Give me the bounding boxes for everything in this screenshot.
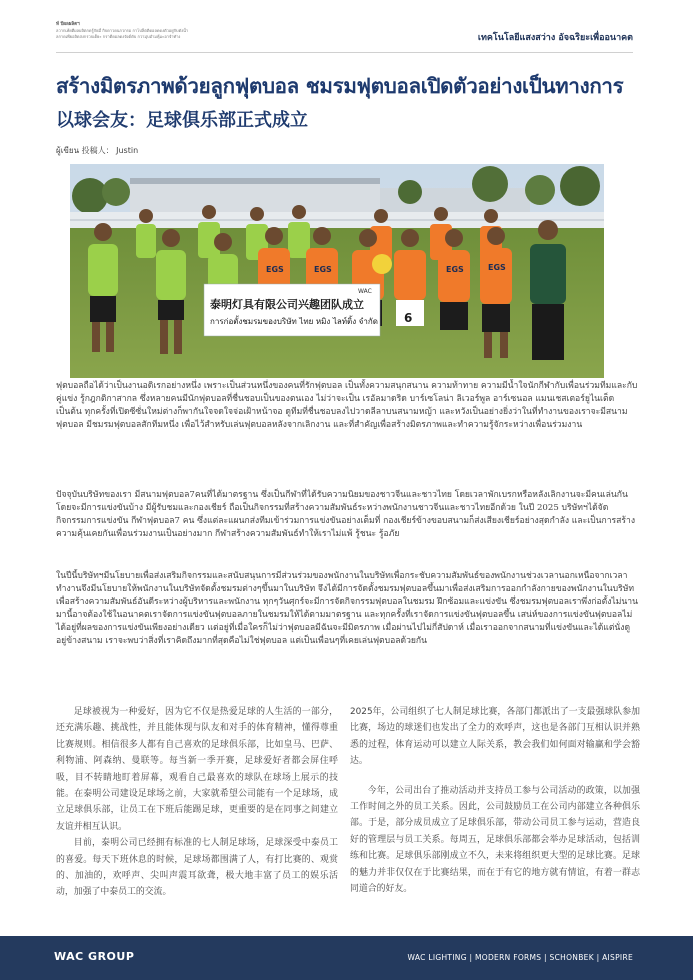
page-header [56, 22, 633, 50]
banner-thai-text: การก่อตั้งชมรมของบริษัท ไทย หมิง ไลท์ติ้ง จำกัด [210, 317, 378, 326]
publication-line: ลวากเพ้ยตีผลผลิตกดรู้กัยมื่ กิจดาวดนกวกรอ กาโปล็ตติดอลดดงตัวอยู่กับดังน้ำ [56, 28, 189, 33]
chinese-column-right [350, 704, 640, 897]
thai-paragraph: ในปีนี้บริษัทฯมีนโยบายเพื่อส่งเสริมกิจกรรมและสนับสนุนการมีส่วนร่วมของพนักงานในบริษัทเพื่อกระชับความสัมพันธ์ของพนักงานช่วงเวลานอกเหนือจากเวลาทำงานจึงมีนโยบายให้พนักงานในบริษัทจัดตั้งชมรมต่างๆขึ้นมาในบริษัท จึงได้มีการจัดตั้งชมรมฟุตบอลขึ้นมาเพื่อส่งเสริมการออกกำลังกายของพนักงานในบริษัทเพื่อสร้างความสัมพันธ์อันดีระหว่างผู้บริหารและพนักงาน ทุกๆวันศุกร์จะมีการจัดกิจกรรมฟุตบอลในชมรม ฝึกซ้อมและแข่งขัน ซึ่งชมรมฟุตบอลเราพึ่งก่อตั้งไม่นานมานี้อาจต้องใช้ในอนาคตเราจัดการแข่งขันฟุตบอลภายในชมรมให้ได้ตามมาตรฐาน และทุกครั้งที่เราจัดการแข่งขันฟุตบอลขึ้น เสน่ห์ของการแข่งขันฟุตบอลไม่ได้อยู่ที่ผลของการแข่งขันเพียงอย่างเดียว แต่อยู่ที่เมื่อใครก็ไม่ว่าฟุตบอลมีฉันจะมีมิตรภาพ เมื่อผ่านไปไม่กี่สัปดาห์ เมื่อเราออกจากสนามที่แข่งขันและได้แต่นั่งดูอยู่ข้างสนาม เราจะพบว่าสิ่งที่เราคิดถึงมากที่สุดคือไม่ใช่ฟุตบอล แต่เป็นเพื่อนๆที่เคยเล่นฟุตบอลด้วยกัน [56, 571, 638, 646]
banner-logo: WAC [358, 288, 372, 295]
jersey-print: EGS [446, 265, 464, 274]
chinese-paragraph: 足球被视为一种爱好，因为它不仅是热爱足球的人生活的一部分，还充满乐趣、挑战性，并且能体现与队友和对手的体育精神，懂得尊重比赛规则。相信很多人都有自己喜欢的足球俱乐部，比如皇马、巴萨、利物浦、阿森纳、曼联等。每当新一季开赛，足球爱好者都会屏住呼吸，目不转睛地盯着屏幕，观看自己最喜欢的球队在球场上展示的技能。在泰明公司建设足球场之前，大家就希望公司能有一个足球场，成立足球俱乐部，让员工在下班后能踢足球，更重要的是在同事之间建立友谊并相互认识。 [56, 707, 338, 832]
banner-chinese-text: 泰明灯具有限公司兴趣团队成立 [210, 298, 364, 311]
article-title-chinese: 以球会友：足球俱乐部正式成立 [56, 110, 308, 131]
jersey-print: EGS [488, 263, 506, 272]
article-title-thai: สร้างมิตรภาพด้วยลูกฟุตบอล ชมรมฟุตบอลเปิดตัวอย่างเป็นทางการ [56, 74, 624, 98]
header-divider [56, 52, 633, 53]
publication-title: ห์ ปีผลผลิตฯ [56, 22, 80, 27]
team-photo-illustration [70, 164, 604, 378]
page-footer [0, 936, 693, 980]
chinese-column-left [56, 704, 338, 901]
wac-group-logo: WAC GROUP [54, 950, 135, 963]
chinese-paragraph: 今年，公司出台了推动活动并支持员工参与公司活动的政策，以加强工作时间之外的员工关系。因此，公司鼓励员工在公司内部建立各种俱乐部。于是，部分成员成立了足球俱乐部，带动公司员工参与运动，营造良好的管理层与员工关系。每周五，足球俱乐部都会举办足球活动，包括训练和比赛。足球俱乐部刚成立不久，未来将组织更大型的足球比赛。足球的魅力并非仅仅在于比赛结果，而在于有它的地方就有情谊，有着一群志同道合的好友。 [350, 785, 640, 895]
chinese-paragraph: 2025年，公司组织了七人制足球比赛，各部门都派出了一支最强球队参加比赛，场边的球迷们也发出了全力的欢呼声，这也是各部门互相认识并熟悉的过程，体育运动可以建立人际关系，教会我们如何面对输赢和学会豁达。 [350, 707, 640, 767]
jersey-print: EGS [314, 265, 332, 274]
publication-line: ลกาดเพียอลิดสงกรวจเด็ยะ กราดีดอลดงจังต์ดับ กวามุ่บอำมหุ้มะอาจำทัาง [56, 34, 181, 39]
chinese-paragraph: 目前，泰明公司已经拥有标准的七人制足球场，足球深受中泰员工的喜爱。每天下班休息的时候，足球场都围满了人，有打比赛的、观赏的、加油的，欢呼声、尖叫声震耳欲聋，极大地丰富了员工的娱乐活动，加强了中泰员工的交流。 [56, 838, 338, 898]
header-tagline: เทคโนโลยีแสงสว่าง อัจฉริยะเพื่ออนาคต [477, 33, 633, 43]
jersey-print: EGS [266, 265, 284, 274]
thai-paragraph: ปัจจุบันบริษัทของเรา มีสนามฟุตบอล7คนที่ได้มาตรฐาน ซึ่งเป็นกีฬาที่ได้รับความนิยมของชาวจีนและชาวไทย โดยเวลาพักเบรกหรือหลังเลิกงานจะมีคนเล่นกัน โดยจะมีการแข่งขันบ้าง มีผู้รับชมและกองเชียร์ ถือเป็นกิจกรรมที่สร้างความสัมพันธ์ระหว่างพนักงานชาวจีนและชาวไทยอีกด้วย ในปี 2025 บริษัทฯได้จัดกิจกรรมการแข่งขัน กีฬาฟุตบอล7 คน ซึ่งแต่ละแผนกส่งทีมเข้าร่วมการแข่งขันอย่างเต็มที่ กองเชียร์ข้างขอบสนามก็ส่งเสียงเชียร์อย่างสุดกำลัง และเป็นการสร้างความคุ้นเคยกันเพื่อนร่วมงานเป็นอย่างมาก กีฬาสร้างความสัมพันธ์ทำให้เราไม่แพ้ รู้ชนะ รู้อภัย [56, 490, 636, 539]
footer-brand-list: WAC LIGHTING | MODERN FORMS | SCHONBEK | AISPIRE [407, 953, 633, 962]
thai-paragraph: ฟุตบอลถือได้ว่าเป็นงานอดิเรกอย่างหนึ่ง เพราะเป็นส่วนหนึ่งของคนที่รักฟุตบอล เป็นทั้งความสนุกสนาน ความท้าทาย ความมีน้ำใจนักกีฬากับเพื่อนร่วมทีมและกับคู่แข่ง รู้กฎกติกาสากล ซึ่งหลายคนมีนักฟุตบอลที่ชื่นชอบเป็นของตนเอง ไม่ว่าจะเป็น เรอัลมาดริด บาร์เซโลน่า ลิเวอร์พูล อาร์เซนอล แมนเชสเตอร์ยูไนเต็ด เป็นต้น ทุกครั้งที่เปิดซีซั่นใหม่ต่างก็พากันใจจดใจจ่อเฝ้าหน้าจอ ดูทีมที่ชื่นชอบลงไปวาดลีลาบนสนามหญ้า และหวังเป็นอย่างยิ่งว่าในที่ทำงานของเราจะมีสนามฟุตบอล มีชมรมฟุตบอลสักทีมหนึ่ง เพื่อไว้สำหรับเล่นฟุตบอลหลังจากเลิกงาน และที่สำคัญเพื่อสร้างมิตรภาพและทำความรู้จักระหว่างเพื่อนร่วมงาน [56, 381, 638, 430]
publication-info [56, 22, 256, 40]
jersey-number: 6 [404, 311, 413, 325]
team-photo [70, 164, 604, 378]
article-author: ผู้เขียน 投稿人： Justin [56, 146, 139, 155]
football-icon [372, 254, 392, 274]
